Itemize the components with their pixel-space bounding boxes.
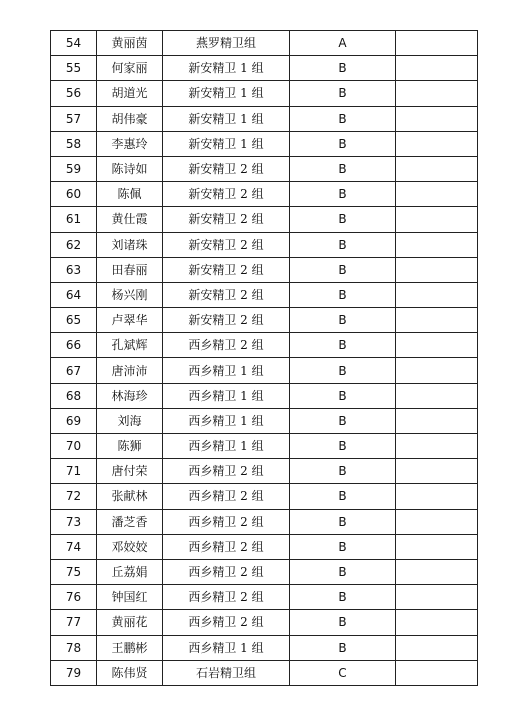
remark-cell [396,182,478,207]
table-row [51,156,478,181]
grade-cell: B [290,635,396,660]
table-row [51,308,478,333]
grade-cell: B [290,56,396,81]
row-number-cell: 63 [51,257,97,282]
remark-cell [396,635,478,660]
grade-cell: B [290,434,396,459]
person-name-cell: 卢翠华 [97,308,163,333]
row-number-cell: 68 [51,383,97,408]
row-number-cell: 54 [51,31,97,56]
table-row [51,610,478,635]
row-number-cell: 70 [51,434,97,459]
row-number-cell: 71 [51,459,97,484]
person-name-cell: 张献林 [97,484,163,509]
table-row [51,358,478,383]
group-cell: 西乡精卫 1 组 [163,383,290,408]
remark-cell [396,434,478,459]
row-number-cell: 72 [51,484,97,509]
table-row [51,81,478,106]
remark-cell [396,106,478,131]
grade-cell: B [290,509,396,534]
person-name-cell: 胡伟豪 [97,106,163,131]
grade-cell: B [290,333,396,358]
grade-cell: B [290,308,396,333]
remark-cell [396,559,478,584]
group-cell: 西乡精卫 1 组 [163,434,290,459]
remark-cell [396,31,478,56]
grade-cell: B [290,131,396,156]
group-cell: 新安精卫 2 组 [163,282,290,307]
row-number-cell: 64 [51,282,97,307]
row-number-cell: 55 [51,56,97,81]
remark-cell [396,156,478,181]
remark-cell [396,660,478,685]
group-cell: 西乡精卫 2 组 [163,610,290,635]
remark-cell [396,534,478,559]
row-number-cell: 73 [51,509,97,534]
person-name-cell: 田春丽 [97,257,163,282]
table-row [51,106,478,131]
remark-cell [396,232,478,257]
table-row [51,534,478,559]
grade-cell: B [290,182,396,207]
person-name-cell: 刘海 [97,408,163,433]
row-number-cell: 59 [51,156,97,181]
grade-cell: B [290,383,396,408]
remark-cell [396,585,478,610]
group-cell: 西乡精卫 2 组 [163,333,290,358]
table-row [51,559,478,584]
grade-cell: B [290,207,396,232]
person-name-cell: 黄丽茵 [97,31,163,56]
person-name-cell: 黄仕霞 [97,207,163,232]
remark-cell [396,81,478,106]
row-number-cell: 67 [51,358,97,383]
grade-cell: B [290,106,396,131]
grade-cell: B [290,257,396,282]
person-name-cell: 刘诸珠 [97,232,163,257]
remark-cell [396,333,478,358]
person-name-cell: 孔斌辉 [97,333,163,358]
remark-cell [396,358,478,383]
row-number-cell: 79 [51,660,97,685]
group-cell: 西乡精卫 1 组 [163,408,290,433]
person-name-cell: 邓姣姣 [97,534,163,559]
person-name-cell: 王鹏彬 [97,635,163,660]
table-row [51,408,478,433]
grade-cell: B [290,282,396,307]
group-cell: 西乡精卫 2 组 [163,585,290,610]
table-row [51,207,478,232]
row-number-cell: 58 [51,131,97,156]
person-name-cell: 胡道光 [97,81,163,106]
group-cell: 石岩精卫组 [163,660,290,685]
table-row [51,434,478,459]
row-number-cell: 56 [51,81,97,106]
table-row [51,585,478,610]
remark-cell [396,257,478,282]
remark-cell [396,383,478,408]
row-number-cell: 78 [51,635,97,660]
group-cell: 西乡精卫 2 组 [163,559,290,584]
table-row [51,282,478,307]
person-name-cell: 丘荔娟 [97,559,163,584]
person-name-cell: 林海珍 [97,383,163,408]
row-number-cell: 65 [51,308,97,333]
person-name-cell: 陈伟贤 [97,660,163,685]
person-name-cell: 唐付荣 [97,459,163,484]
row-number-cell: 75 [51,559,97,584]
grade-cell: B [290,610,396,635]
remark-cell [396,509,478,534]
table-row [51,131,478,156]
group-cell: 西乡精卫 2 组 [163,459,290,484]
person-name-cell: 钟国红 [97,585,163,610]
group-cell: 新安精卫 2 组 [163,257,290,282]
grade-cell: B [290,358,396,383]
grade-cell: A [290,31,396,56]
table-row [51,660,478,685]
roster-table-body [51,31,478,686]
group-cell: 新安精卫 2 组 [163,207,290,232]
group-cell: 新安精卫 1 组 [163,81,290,106]
row-number-cell: 61 [51,207,97,232]
row-number-cell: 77 [51,610,97,635]
remark-cell [396,308,478,333]
row-number-cell: 74 [51,534,97,559]
remark-cell [396,282,478,307]
table-row [51,635,478,660]
row-number-cell: 69 [51,408,97,433]
table-row [51,484,478,509]
person-name-cell: 杨兴刚 [97,282,163,307]
row-number-cell: 76 [51,585,97,610]
table-row [51,31,478,56]
remark-cell [396,408,478,433]
row-number-cell: 57 [51,106,97,131]
person-name-cell: 李惠玲 [97,131,163,156]
group-cell: 新安精卫 1 组 [163,106,290,131]
table-row [51,383,478,408]
group-cell: 新安精卫 2 组 [163,308,290,333]
group-cell: 新安精卫 1 组 [163,56,290,81]
person-name-cell: 唐沛沛 [97,358,163,383]
remark-cell [396,610,478,635]
table-row [51,333,478,358]
person-name-cell: 陈狮 [97,434,163,459]
table-row [51,232,478,257]
person-name-cell: 黄丽花 [97,610,163,635]
group-cell: 新安精卫 2 组 [163,182,290,207]
group-cell: 燕罗精卫组 [163,31,290,56]
remark-cell [396,131,478,156]
row-number-cell: 66 [51,333,97,358]
group-cell: 新安精卫 2 组 [163,156,290,181]
person-name-cell: 陈佩 [97,182,163,207]
row-number-cell: 62 [51,232,97,257]
group-cell: 西乡精卫 1 组 [163,635,290,660]
grade-cell: B [290,232,396,257]
grade-cell: B [290,534,396,559]
group-cell: 西乡精卫 2 组 [163,484,290,509]
grade-cell: B [290,81,396,106]
group-cell: 西乡精卫 1 组 [163,358,290,383]
grade-cell: B [290,459,396,484]
grade-cell: B [290,156,396,181]
row-number-cell: 60 [51,182,97,207]
roster-table [50,30,478,686]
person-name-cell: 陈诗如 [97,156,163,181]
table-row [51,182,478,207]
table-row [51,459,478,484]
grade-cell: C [290,660,396,685]
table-row [51,257,478,282]
group-cell: 西乡精卫 2 组 [163,509,290,534]
group-cell: 新安精卫 2 组 [163,232,290,257]
group-cell: 西乡精卫 2 组 [163,534,290,559]
remark-cell [396,207,478,232]
remark-cell [396,484,478,509]
grade-cell: B [290,408,396,433]
table-row [51,509,478,534]
grade-cell: B [290,585,396,610]
remark-cell [396,56,478,81]
grade-cell: B [290,559,396,584]
table-row [51,56,478,81]
person-name-cell: 潘芝香 [97,509,163,534]
remark-cell [396,459,478,484]
person-name-cell: 何家丽 [97,56,163,81]
grade-cell: B [290,484,396,509]
group-cell: 新安精卫 1 组 [163,131,290,156]
